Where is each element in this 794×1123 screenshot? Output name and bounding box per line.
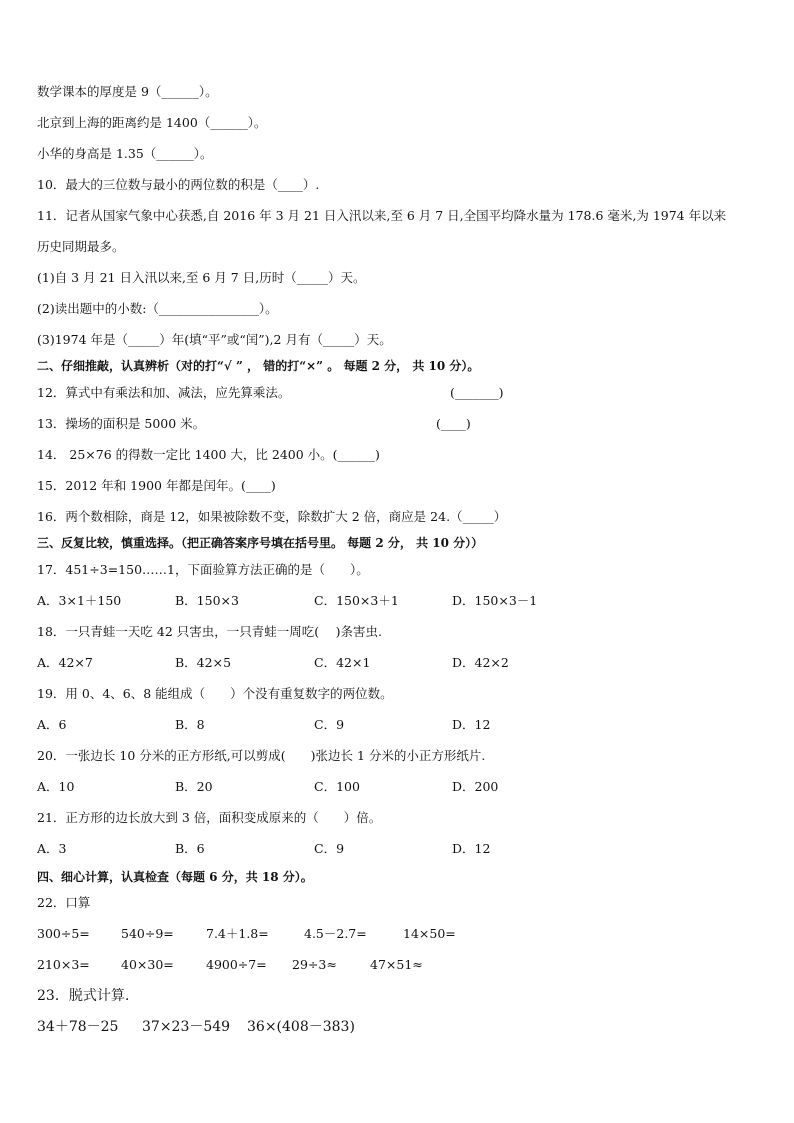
- question-11-part3: (3)1974 年是（_____）年(填“平”或“闰”),2 月有（_____）天。: [37, 332, 392, 347]
- question-19: 19．用 0、4、6、8 能组成（ ）个没有重复数字的两位数。: [37, 686, 393, 701]
- question-11-part2: (2)读出题中的小数:（________________）。: [37, 301, 278, 316]
- question-13: 13．操场的面积是 5000 米。: [37, 416, 206, 431]
- oral-calc-8: 4900÷7=: [206, 957, 267, 972]
- q19-option-c[interactable]: C．9: [314, 717, 345, 732]
- q17-option-b[interactable]: B．150×3: [175, 593, 239, 608]
- question-13-answer-blank[interactable]: (____): [436, 416, 471, 431]
- question-22: 22．口算: [37, 895, 91, 910]
- section-2-heading: 二、仔细推敲，认真辨析（对的打“√ ” ， 错的打“×” 。 每题 2 分， 共 10 分）。: [37, 359, 480, 373]
- q18-option-d[interactable]: D．42×2: [452, 655, 509, 670]
- q18-option-a[interactable]: A．42×7: [37, 655, 93, 670]
- question-23: 23．脱式计算.: [37, 988, 130, 1004]
- q19-option-a[interactable]: A．6: [37, 717, 67, 732]
- written-calc-3: 36×(408－383): [247, 1019, 355, 1035]
- written-calc-1: 34＋78－25: [37, 1019, 119, 1035]
- question-15: 15．2012 年和 1900 年都是闰年。(____): [37, 478, 276, 493]
- q21-option-b[interactable]: B．6: [175, 841, 205, 856]
- q17-option-d[interactable]: D．150×3－1: [452, 593, 538, 608]
- question-11-line1: 11．记者从国家气象中心获悉,自 2016 年 3 月 21 日入汛以来,至 6 月 7 日,全国平均降水量为 178.6 毫米,为 1974 年以来: [37, 208, 727, 223]
- question-line-textbook-thickness: 数学课本的厚度是 9（______）。: [37, 84, 218, 99]
- q21-option-c[interactable]: C．9: [314, 841, 345, 856]
- question-18: 18．一只青蛙一天吃 42 只害虫，一只青蛙一周吃( )条害虫.: [37, 624, 382, 639]
- question-21: 21．正方形的边长放大到 3 倍，面积变成原来的（ ）倍。: [37, 810, 382, 825]
- question-line-height: 小华的身高是 1.35（______）。: [37, 146, 213, 161]
- q19-option-b[interactable]: B．8: [175, 717, 205, 732]
- q21-option-a[interactable]: A．3: [37, 841, 67, 856]
- oral-calc-10: 47×51≈: [370, 957, 423, 972]
- oral-calc-2: 540÷9=: [121, 926, 174, 941]
- q20-option-a[interactable]: A．10: [37, 779, 75, 794]
- q19-option-d[interactable]: D．12: [452, 717, 491, 732]
- oral-calc-7: 40×30=: [121, 957, 174, 972]
- q21-option-d[interactable]: D．12: [452, 841, 491, 856]
- oral-calc-6: 210×3=: [37, 957, 90, 972]
- question-11-part1: (1)自 3 月 21 日入汛以来,至 6 月 7 日,历时（_____）天。: [37, 270, 366, 285]
- question-12: 12．算式中有乘法和加、减法，应先算乘法。: [37, 385, 291, 400]
- oral-calc-1: 300÷5=: [37, 926, 90, 941]
- oral-calc-4: 4.5－2.7=: [304, 926, 367, 941]
- written-calc-2: 37×23－549: [142, 1019, 231, 1035]
- oral-calc-9: 29÷3≈: [292, 957, 337, 972]
- question-16: 16．两个数相除，商是 12，如果被除数不变，除数扩大 2 倍，商应是 24.（_____）: [37, 509, 507, 524]
- q18-option-c[interactable]: C．42×1: [314, 655, 371, 670]
- q18-option-b[interactable]: B．42×5: [175, 655, 232, 670]
- section-3-heading: 三、反复比较，慎重选择。（把正确答案序号填在括号里。 每题 2 分， 共 10 分））: [37, 536, 484, 550]
- question-14: 14． 25×76 的得数一定比 1400 大，比 2400 小。(______): [37, 447, 380, 462]
- question-10: 10．最大的三位数与最小的两位数的积是（____）.: [37, 177, 320, 192]
- q20-option-c[interactable]: C．100: [314, 779, 360, 794]
- q17-option-a[interactable]: A．3×1＋150: [37, 593, 122, 608]
- question-12-answer-blank[interactable]: (_______): [450, 385, 504, 400]
- q20-option-d[interactable]: D．200: [452, 779, 499, 794]
- q17-option-c[interactable]: C．150×3＋1: [314, 593, 399, 608]
- oral-calc-5: 14×50=: [403, 926, 456, 941]
- question-line-beijing-shanghai: 北京到上海的距离约是 1400（______）。: [37, 115, 267, 130]
- q20-option-b[interactable]: B．20: [175, 779, 213, 794]
- question-17: 17．451÷3=150……1，下面验算方法正确的是（ ）。: [37, 562, 369, 577]
- question-20: 20．一张边长 10 分米的正方形纸,可以剪成( )张边长 1 分米的小正方形纸片.: [37, 748, 486, 763]
- section-4-heading: 四、细心计算，认真检查（每题 6 分，共 18 分）。: [37, 870, 313, 884]
- question-11-line2: 历史同期最多。: [37, 239, 125, 254]
- oral-calc-3: 7.4＋1.8=: [206, 926, 269, 941]
